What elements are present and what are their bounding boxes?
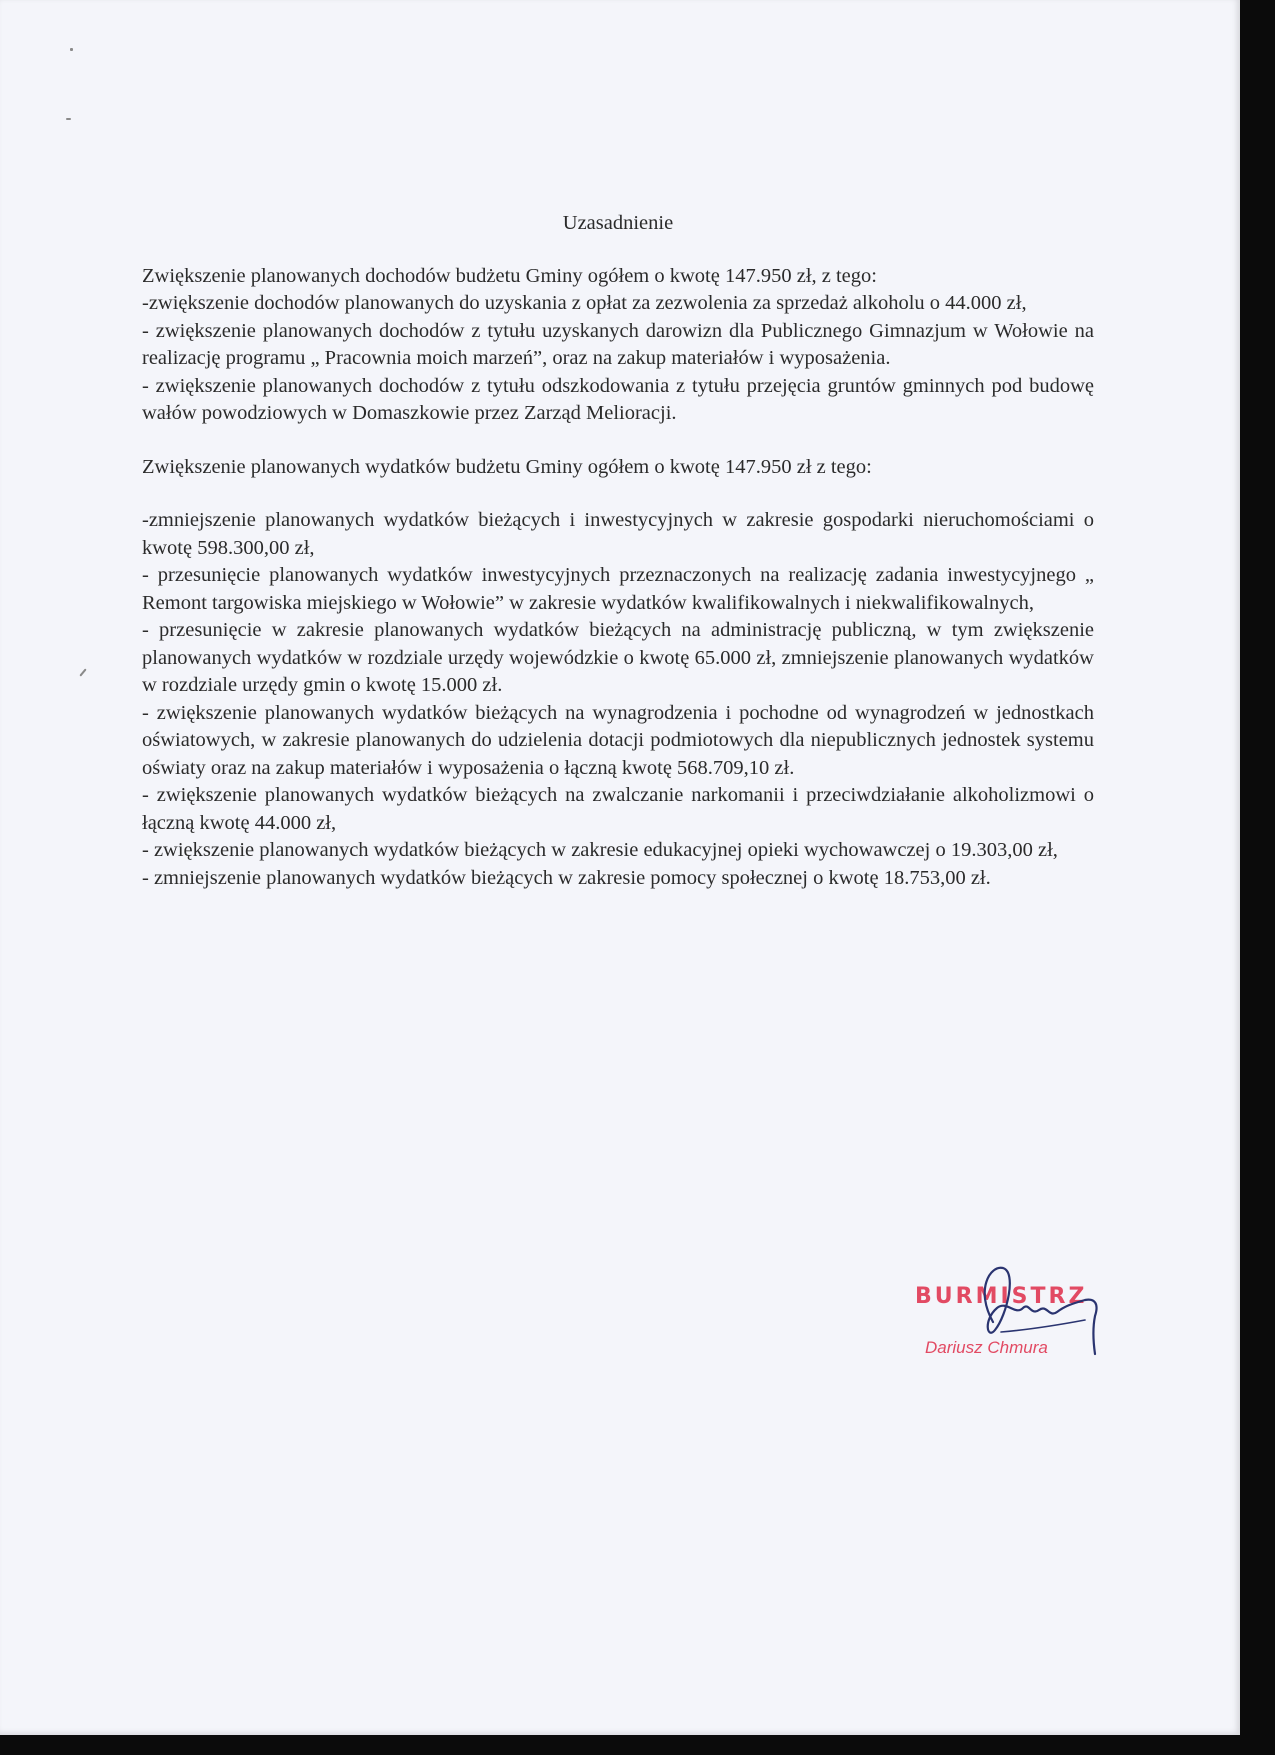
- document-body: [142, 210, 1094, 892]
- scan-speck: [79, 668, 86, 676]
- expense-item-market-renovation: - przesunięcie planowanych wydatków inwestycyjnych przeznaczonych na realizację zadania inwestycyjnego „ Remont targowiska miejskiego w Wołowie” w zakresie wydatków kwalifikowalnych i niekwalifikowalnych,: [142, 564, 1094, 614]
- expense-item-administration: - przesunięcie w zakresie planowanych wydatków bieżących na administrację publiczną, w tym zwiększenie planowanych wydatków w rozdziale urzędy wojewódzkie o kwotę 65.000 zł, zmniejszenie planowanych wydatków w rozdziale urzędy gmin o kwotę 15.000 zł.: [142, 619, 1094, 696]
- stamp-title: BURMISTRZ: [915, 1284, 1088, 1309]
- expense-item-social-aid: - zmniejszenie planowanych wydatków bieżących w zakresie pomocy społecznej o kwotę 18.753,00 zł.: [142, 866, 991, 889]
- expense-intro: Zwiększenie planowanych wydatków budżetu Gminy ogółem o kwotę 147.950 zł z tego:: [142, 455, 872, 478]
- income-item-donations: - zwiększenie planowanych dochodów z tytułu uzyskanych darowizn dla Publicznego Gimnazjum w Wołowie na realizację programu „ Pracownia moich marzeń”, oraz na zakup materiałów i wyposażenia.: [142, 319, 1094, 369]
- expense-item-addiction: - zwiększenie planowanych wydatków bieżących na zwalczanie narkomanii i przeciwdziałanie alkoholizmowi o łączną kwotę 44.000 zł,: [142, 784, 1094, 834]
- paragraph-gap: [142, 428, 1094, 454]
- income-intro: Zwiększenie planowanych dochodów budżetu Gminy ogółem o kwotę 147.950 zł, z tego:: [142, 264, 877, 287]
- expense-item-childcare: - zwiększenie planowanych wydatków bieżących w zakresie edukacyjnej opieki wychowawczej o 19.303,00 zł,: [142, 839, 1058, 861]
- income-item-compensation: - zwiększenie planowanych dochodów z tytułu odszkodowania z tytułu przejęcia gruntów gminnych pod budowę wałów powodziowych w Domaszkowie przez Zarząd Melioracji.: [142, 374, 1094, 424]
- mayor-stamp: [905, 1260, 1135, 1370]
- paragraph-gap: [142, 481, 1094, 507]
- expense-item-education: - zwiększenie planowanych wydatków bieżących na wynagrodzenia i pochodne od wynagrodzeń w jednostkach oświatowych, w zakresie planowanych do udzielenia dotacji podmiotowych dla niepublicznych jednostek systemu oświaty oraz na zakup materiałów i wyposażenia o łączną kwotę 568.709,10 zł.: [142, 701, 1094, 779]
- scan-speck: [66, 118, 71, 120]
- income-item-alcohol: -zwiększenie dochodów planowanych do uzyskania z opłat za zezwolenia za sprzedaż alkoholu o 44.000 zł,: [142, 292, 1027, 314]
- document-title: Uzasadnienie: [562, 212, 674, 234]
- stamp-name: Dariusz Chmura: [925, 1338, 1048, 1357]
- scan-speck: [70, 48, 73, 51]
- signature-icon: [935, 1260, 1125, 1370]
- expense-item-real-estate: -zmniejszenie planowanych wydatków bieżących i inwestycyjnych w zakresie gospodarki nieruchomościami o kwotę 598.300,00 zł,: [142, 509, 1094, 559]
